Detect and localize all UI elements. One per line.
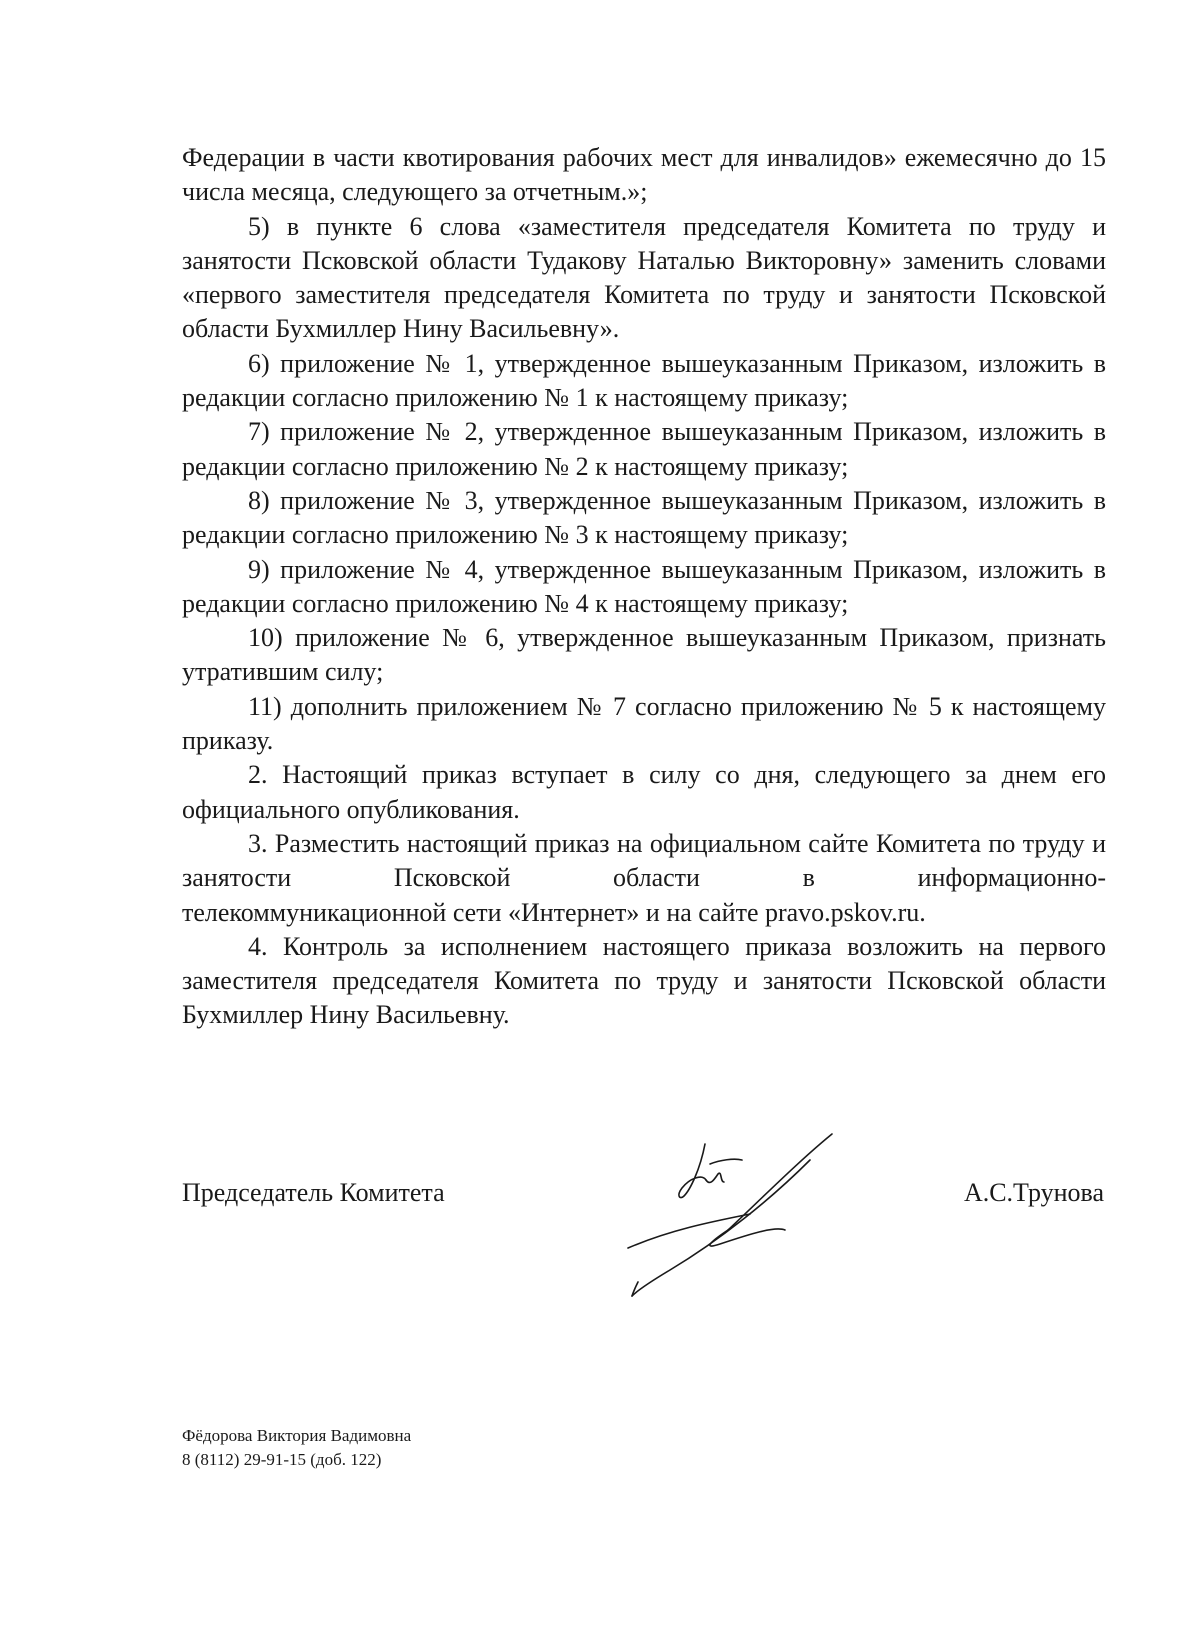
executor-phone: 8 (8112) 29-91-15 (доб. 122) <box>182 1450 382 1469</box>
paragraph-continuation: Федерации в части квотирования рабочих мест для инвалидов» ежемесячно до 15 числа месяца, следующего за отчетным.»; <box>182 143 1106 207</box>
paragraph-item-9: 9) приложение № 4, утвержденное вышеуказанным Приказом, изложить в редакции согласно приложению № 4 к настоящему приказу; <box>182 554 1106 618</box>
paragraph-item-6: 6) приложение № 1, утвержденное вышеуказанным Приказом, изложить в редакции согласно приложению № 1 к настоящему приказу; <box>182 348 1106 413</box>
paragraph-item-7: 7) приложение № 2, утвержденное вышеуказанным Приказом, изложить в редакции согласно приложению № 2 к настоящему приказу; <box>182 417 1106 481</box>
paragraph-item-11: 11) дополнить приложением № 7 согласно приложению № 5 к настоящему приказу. <box>182 691 1106 756</box>
executor-name: Фёдорова Виктория Вадимовна <box>182 1426 412 1445</box>
paragraph-point-4: 4. Контроль за исполнением настоящего приказа возложить на первого заместителя председателя Комитета по труду и занятости Псковской области Бухмиллер Нину Васильевну. <box>182 931 1106 1030</box>
handwritten-signature <box>610 1130 840 1300</box>
document-body <box>182 141 1106 1033</box>
signer-position: Председатель Комитета <box>182 1178 445 1207</box>
paragraph-item-5: 5) в пункте 6 слова «заместителя председателя Комитета по труду и занятости Псковской области Тудакову Наталью Викторовну» заменить словами «первого заместителя председателя Комитета по труду и занятости Псковской области Бухмиллер Нину Васильевну». <box>182 211 1106 344</box>
paragraph-item-8: 8) приложение № 3, утвержденное вышеуказанным Приказом, изложить в редакции согласно приложению № 3 к настоящему приказу; <box>182 485 1106 550</box>
executor-block <box>182 1424 411 1472</box>
paragraph-point-3: 3. Разместить настоящий приказ на официальном сайте Комитета по труду и занятости Псковской области в информационно- <box>182 828 1106 893</box>
paragraph-point-2: 2. Настоящий приказ вступает в силу со дня, следующего за днем его официального опубликования. <box>182 760 1106 824</box>
paragraph-point-3-continuation: телекоммуникационной сети «Интернет» и на сайте pravo.pskov.ru. <box>182 897 926 927</box>
paragraph-item-10: 10) приложение № 6, утвержденное вышеуказанным Приказом, признать утратившим силу; <box>182 623 1106 687</box>
signer-name: А.С.Трунова <box>963 1178 1104 1207</box>
